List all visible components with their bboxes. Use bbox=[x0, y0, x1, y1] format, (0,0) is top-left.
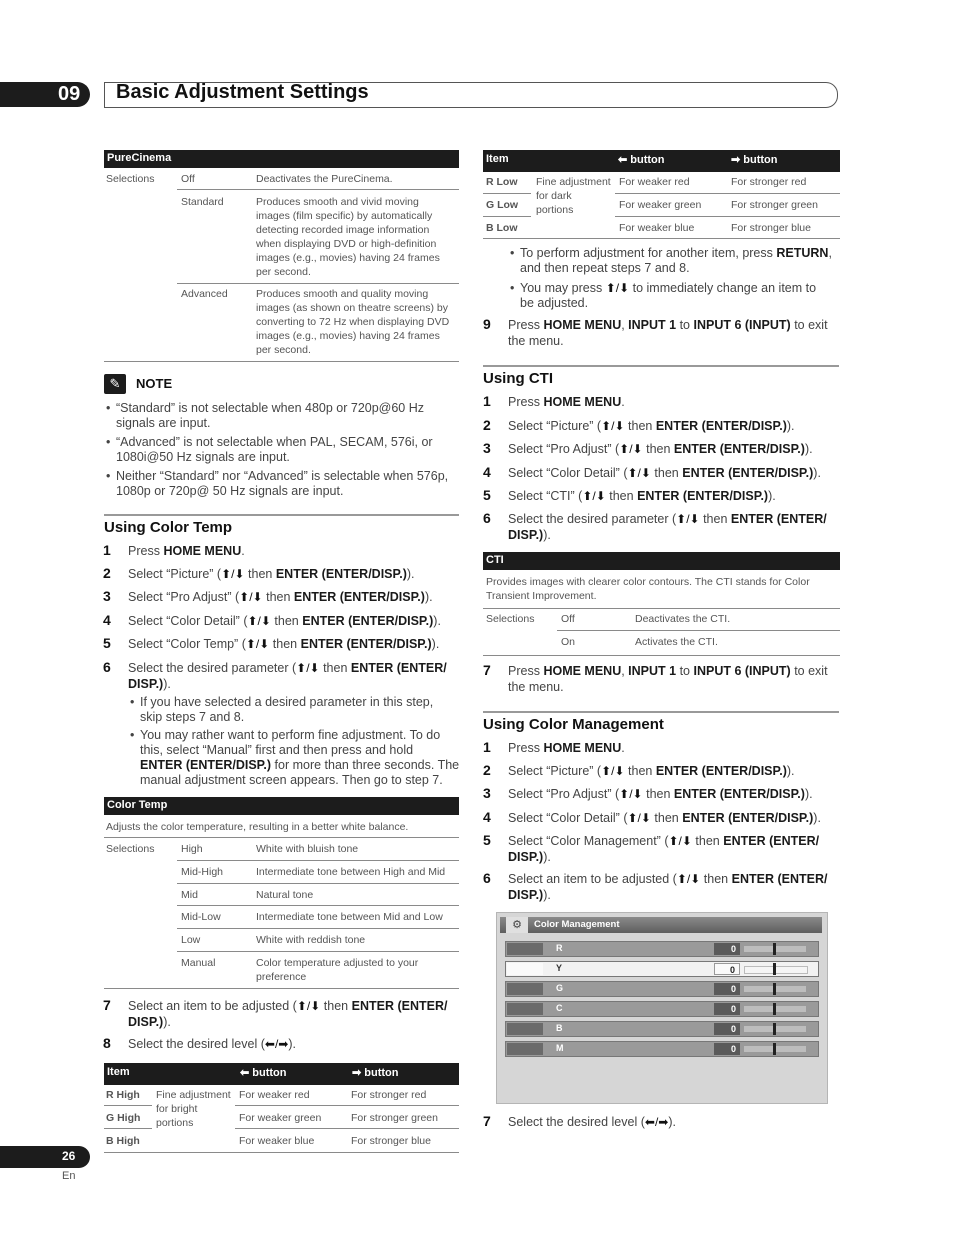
section-rule bbox=[483, 365, 839, 367]
cti-step-5: Select “CTI” (⬆/⬇ then ENTER (ENTER/DISP.)). bbox=[508, 489, 776, 503]
low-table-right: For stronger red bbox=[731, 176, 807, 188]
purecinema-off-desc: Deactivates the PureCinema. bbox=[256, 173, 393, 185]
color-temp-option-desc: White with reddish tone bbox=[256, 934, 366, 946]
cm-color-swatch bbox=[507, 963, 543, 975]
table-divider bbox=[177, 189, 459, 190]
table-divider bbox=[235, 1105, 459, 1106]
step-number: 3 bbox=[483, 785, 491, 801]
up-down-arrow-icon: ⬆/⬇ bbox=[601, 764, 625, 778]
tip-item: • You may rather want to perform fine adjustment. To do this, select “Manual” first and then press and hold ENTER (ENTER/DISP.) for more than three seconds. The manual adjustment screen appears. Then go to step 7. bbox=[130, 728, 460, 787]
cti-option-name: Off bbox=[561, 613, 575, 625]
color-temp-option-name: High bbox=[181, 843, 203, 855]
high-table-left: For weaker blue bbox=[239, 1135, 315, 1147]
up-down-arrow-icon: ⬆/⬇ bbox=[627, 466, 651, 480]
step-number: 5 bbox=[483, 832, 491, 848]
table-divider bbox=[557, 630, 840, 631]
low-table-right: For stronger blue bbox=[731, 222, 811, 234]
low-table-col-left: ⬅ button bbox=[618, 154, 665, 166]
cm-row-value: 0 bbox=[714, 983, 740, 995]
up-down-arrow-icon: ⬆/⬇ bbox=[296, 999, 321, 1013]
step-number: 9 bbox=[483, 316, 491, 332]
high-table-left: For weaker red bbox=[239, 1089, 310, 1101]
low-table-right: For stronger green bbox=[731, 199, 818, 211]
left-right-arrow-icon: ⬅/➡ bbox=[644, 1115, 669, 1129]
purecinema-table-header bbox=[104, 150, 459, 168]
step-9-exit-menu: Press HOME MENU, INPUT 1 to INPUT 6 (INPUT) to exit the menu. bbox=[508, 318, 828, 348]
step-number: 1 bbox=[483, 393, 491, 409]
low-table-left: For weaker blue bbox=[619, 222, 695, 234]
color-temp-table-title: Color Temp bbox=[107, 799, 168, 811]
cm-row-label: B bbox=[556, 1023, 563, 1033]
table-divider bbox=[177, 283, 459, 284]
cti-step-6: Select the desired parameter (⬆/⬇ then ENTER (ENTER/ DISP.)). bbox=[508, 512, 827, 542]
cti-selections-label: Selections bbox=[486, 613, 535, 625]
settings-gear-icon: ⚙ bbox=[506, 917, 528, 933]
color-temp-option-desc: Natural tone bbox=[256, 889, 314, 901]
purecinema-standard-name: Standard bbox=[181, 196, 224, 208]
page-number: 26 bbox=[62, 1149, 76, 1163]
color-temp-step-4: Select “Color Detail” (⬆/⬇ then ENTER (ENTER/DISP.)). bbox=[128, 614, 441, 628]
table-divider bbox=[104, 1105, 152, 1106]
low-table-col-right: ➡ button bbox=[731, 154, 778, 166]
color-temp-option-name: Mid bbox=[181, 889, 198, 901]
step-number: 6 bbox=[103, 659, 111, 675]
up-down-arrow-icon: ⬆/⬇ bbox=[296, 661, 320, 675]
high-table-header bbox=[104, 1063, 459, 1085]
section-rule bbox=[104, 514, 459, 516]
tip-item: • You may press ⬆/⬇ to immediately change an item to be adjusted. bbox=[510, 281, 817, 310]
note-item: • Neither “Standard” nor “Advanced” is selectable when 576p, 1080p or 720p@ 50 Hz signals are input. bbox=[106, 469, 449, 498]
color-temp-section-title: Using Color Temp bbox=[104, 519, 233, 536]
cm-slider-knob[interactable] bbox=[773, 983, 776, 995]
cm-row-value: 0 bbox=[714, 1023, 740, 1035]
step-number: 2 bbox=[483, 762, 491, 778]
color-temp-step-1: Press HOME MENU. bbox=[128, 544, 245, 558]
cm-row-label: Y bbox=[556, 963, 563, 973]
cm-slider-knob[interactable] bbox=[773, 1023, 776, 1035]
table-divider bbox=[177, 928, 459, 929]
step-number: 5 bbox=[483, 487, 491, 503]
cm-row-value: 0 bbox=[714, 963, 740, 975]
low-table-item: R Low bbox=[486, 176, 518, 188]
table-divider bbox=[235, 1128, 459, 1129]
high-table-right: For stronger red bbox=[351, 1089, 427, 1101]
up-down-arrow-icon: ⬆/⬇ bbox=[221, 567, 245, 581]
cm-color-swatch bbox=[507, 983, 543, 995]
high-table-right: For stronger blue bbox=[351, 1135, 431, 1147]
table-bottom-rule bbox=[104, 361, 459, 362]
up-down-arrow-icon: ⬆/⬇ bbox=[605, 281, 630, 295]
high-table-col-item: Item bbox=[107, 1066, 130, 1078]
table-divider bbox=[177, 905, 459, 906]
color-temp-option-name: Mid-Low bbox=[181, 911, 221, 923]
color-temp-step-5: Select “Color Temp” (⬆/⬇ then ENTER (ENTER/DISP.)). bbox=[128, 637, 440, 651]
cm-slider-track[interactable] bbox=[744, 966, 808, 974]
cm-slider-knob[interactable] bbox=[773, 1043, 776, 1055]
up-down-arrow-icon: ⬆/⬇ bbox=[627, 811, 651, 825]
cm-row-label: G bbox=[556, 983, 564, 993]
low-table-col-item: Item bbox=[486, 153, 509, 165]
high-table-left: For weaker green bbox=[239, 1112, 322, 1124]
cm-step-3: Select “Pro Adjust” (⬆/⬇ then ENTER (ENTER/DISP.)). bbox=[508, 787, 813, 801]
step-number: 6 bbox=[483, 510, 491, 526]
up-down-arrow-icon: ⬆/⬇ bbox=[619, 442, 643, 456]
table-divider bbox=[615, 193, 840, 194]
table-divider bbox=[483, 216, 531, 217]
color-temp-option-desc: Color temperature adjusted to your preference bbox=[256, 957, 419, 983]
step-number: 8 bbox=[103, 1035, 111, 1051]
cm-step-7: Select the desired level (⬅/➡). bbox=[508, 1115, 676, 1129]
table-divider bbox=[104, 837, 459, 838]
low-table-item: G Low bbox=[486, 199, 519, 211]
cm-slider-knob[interactable] bbox=[773, 1003, 776, 1015]
table-divider bbox=[177, 883, 459, 884]
cm-step-5: Select “Color Management” (⬆/⬇ then ENTER (ENTER/ DISP.)). bbox=[508, 834, 820, 864]
note-title: NOTE bbox=[136, 376, 173, 391]
purecinema-selections-label: Selections bbox=[106, 173, 155, 185]
purecinema-off-name: Off bbox=[181, 173, 195, 185]
cm-step-2: Select “Picture” (⬆/⬇ then ENTER (ENTER/DISP.)). bbox=[508, 764, 795, 778]
color-temp-option-desc: Intermediate tone between Mid and Low bbox=[256, 911, 443, 923]
color-temp-option-name: Manual bbox=[181, 957, 216, 969]
table-divider bbox=[104, 1128, 152, 1129]
high-table-note: Fine adjustment for bright portions bbox=[156, 1089, 231, 1129]
cti-step-3: Select “Pro Adjust” (⬆/⬇ then ENTER (ENTER/DISP.)). bbox=[508, 442, 813, 456]
high-table-right: For stronger green bbox=[351, 1112, 438, 1124]
up-down-arrow-icon: ⬆/⬇ bbox=[601, 419, 625, 433]
cm-row-value: 0 bbox=[714, 943, 740, 955]
color-temp-selections-label: Selections bbox=[106, 843, 155, 855]
up-down-arrow-icon: ⬆/⬇ bbox=[245, 637, 270, 651]
purecinema-standard-desc: Produces smooth and vivid moving images (film specific) by automatically detecting recorded image information when displaying DVD or high-definition images (e.g., movies) having 24 frames per second. bbox=[256, 196, 440, 278]
table-divider bbox=[177, 860, 459, 861]
cti-option-name: On bbox=[561, 636, 576, 648]
step-number: 2 bbox=[483, 417, 491, 433]
purecinema-advanced-name: Advanced bbox=[181, 288, 228, 300]
up-down-arrow-icon: ⬆/⬇ bbox=[668, 834, 692, 848]
high-table-item: G High bbox=[106, 1112, 141, 1124]
up-down-arrow-icon: ⬆/⬇ bbox=[582, 489, 606, 503]
low-table-tips bbox=[510, 246, 840, 311]
up-down-arrow-icon: ⬆/⬇ bbox=[676, 512, 700, 526]
step-number: 4 bbox=[483, 464, 491, 480]
step-number: 7 bbox=[483, 1113, 491, 1129]
cm-row-label: R bbox=[556, 943, 563, 953]
color-temp-tips bbox=[130, 695, 460, 788]
cm-row-value: 0 bbox=[714, 1043, 740, 1055]
high-table-item: B High bbox=[106, 1135, 140, 1147]
cti-step-1: Press HOME MENU. bbox=[508, 395, 625, 409]
cm-color-swatch bbox=[507, 1023, 543, 1035]
step-number: 3 bbox=[483, 440, 491, 456]
right-arrow-icon: ➡ bbox=[731, 154, 744, 166]
up-down-arrow-icon: ⬆/⬇ bbox=[619, 787, 643, 801]
note-item: • “Standard” is not selectable when 480p or 720p@60 Hz signals are input. bbox=[106, 401, 425, 430]
low-table-left: For weaker green bbox=[619, 199, 702, 211]
cm-row-label: C bbox=[556, 1003, 563, 1013]
purecinema-table-title: PureCinema bbox=[107, 152, 172, 164]
cm-slider-knob[interactable] bbox=[773, 963, 776, 975]
cm-section-title: Using Color Management bbox=[483, 716, 664, 733]
step-number: 1 bbox=[103, 542, 111, 558]
color-temp-option-name: Low bbox=[181, 934, 201, 946]
low-table-left: For weaker red bbox=[619, 176, 690, 188]
high-table-col-right: ➡ button bbox=[352, 1067, 399, 1079]
left-arrow-icon: ⬅ bbox=[240, 1067, 253, 1079]
cti-step-4: Select “Color Detail” (⬆/⬇ then ENTER (ENTER/DISP.)). bbox=[508, 466, 821, 480]
color-temp-step-8: Select the desired level (⬅/➡). bbox=[128, 1037, 296, 1051]
table-bottom-rule bbox=[104, 988, 459, 989]
chapter-number: 09 bbox=[58, 83, 81, 105]
page-language: En bbox=[62, 1170, 76, 1182]
cti-table-title: CTI bbox=[486, 554, 504, 566]
low-table-header bbox=[483, 150, 840, 172]
low-table-note: Fine adjustment for dark portions bbox=[536, 176, 611, 216]
cm-color-swatch bbox=[507, 943, 543, 955]
table-divider bbox=[615, 216, 840, 217]
low-table-item: B Low bbox=[486, 222, 518, 234]
cti-section-title: Using CTI bbox=[483, 370, 553, 387]
cm-slider-knob[interactable] bbox=[773, 943, 776, 955]
purecinema-advanced-desc: Produces smooth and quality moving images (as shown on theatre screens) by converting to 72 Hz when displaying DVD images (e.g., movies) having 24 frames per second. bbox=[256, 288, 450, 356]
tip-item: • To perform adjustment for another item, press RETURN, and then repeat steps 7 and 8. bbox=[510, 246, 832, 275]
step-number: 5 bbox=[103, 635, 111, 651]
cti-table-header bbox=[483, 552, 840, 570]
step-number: 7 bbox=[103, 997, 111, 1013]
color-temp-step-6: Select the desired parameter (⬆/⬇ then ENTER (ENTER/ DISP.)). bbox=[128, 661, 447, 691]
table-bottom-rule bbox=[483, 238, 840, 239]
cti-table-desc: Provides images with clearer color contours. The CTI stands for Color Transient Improvement. bbox=[486, 576, 810, 602]
cm-color-swatch bbox=[507, 1043, 543, 1055]
step-number: 4 bbox=[483, 809, 491, 825]
page-title: Basic Adjustment Settings bbox=[116, 81, 369, 103]
table-divider bbox=[483, 608, 840, 609]
note-pencil-icon: ✎ bbox=[104, 374, 126, 394]
color-temp-table-header bbox=[104, 797, 459, 815]
color-temp-option-name: Mid-High bbox=[181, 866, 224, 878]
tip-item: • If you have selected a desired parameter in this step, skip steps 7 and 8. bbox=[130, 695, 434, 724]
cm-step-1: Press HOME MENU. bbox=[508, 741, 625, 755]
step-number: 1 bbox=[483, 739, 491, 755]
high-table-item: R High bbox=[106, 1089, 140, 1101]
step-number: 7 bbox=[483, 662, 491, 678]
color-temp-step-7: Select an item to be adjusted (⬆/⬇ then ENTER (ENTER/ DISP.)). bbox=[128, 999, 448, 1029]
note-list bbox=[106, 401, 461, 499]
color-temp-table-desc: Adjusts the color temperature, resulting in a better white balance. bbox=[106, 821, 409, 833]
cti-option-desc: Activates the CTI. bbox=[635, 636, 718, 648]
section-rule bbox=[483, 711, 839, 713]
cm-row-value: 0 bbox=[714, 1003, 740, 1015]
cm-color-swatch bbox=[507, 1003, 543, 1015]
table-divider bbox=[177, 951, 459, 952]
left-right-arrow-icon: ⬅/➡ bbox=[264, 1037, 289, 1051]
up-down-arrow-icon: ⬆/⬇ bbox=[676, 872, 701, 886]
up-down-arrow-icon: ⬆/⬇ bbox=[247, 614, 271, 628]
color-temp-step-2: Select “Picture” (⬆/⬇ then ENTER (ENTER/DISP.)). bbox=[128, 567, 415, 581]
cm-screen-title: Color Management bbox=[534, 919, 620, 930]
left-arrow-icon: ⬅ bbox=[618, 154, 631, 166]
high-table-col-left: ⬅ button bbox=[240, 1067, 287, 1079]
note-item: • “Advanced” is not selectable when PAL, SECAM, 576i, or 1080i@50 Hz signals are input. bbox=[106, 435, 433, 464]
cm-step-4: Select “Color Detail” (⬆/⬇ then ENTER (ENTER/DISP.)). bbox=[508, 811, 821, 825]
step-number: 3 bbox=[103, 588, 111, 604]
step-number: 6 bbox=[483, 870, 491, 886]
cm-step-6: Select an item to be adjusted (⬆/⬇ then ENTER (ENTER/ DISP.)). bbox=[508, 872, 828, 902]
color-temp-step-3: Select “Pro Adjust” (⬆/⬇ then ENTER (ENTER/DISP.)). bbox=[128, 590, 433, 604]
color-temp-option-desc: Intermediate tone between High and Mid bbox=[256, 866, 446, 878]
color-temp-option-desc: White with bluish tone bbox=[256, 843, 359, 855]
page-number-tab bbox=[0, 1146, 90, 1168]
cm-row-label: M bbox=[556, 1043, 564, 1053]
cti-step-2: Select “Picture” (⬆/⬇ then ENTER (ENTER/DISP.)). bbox=[508, 419, 795, 433]
table-bottom-rule bbox=[104, 1152, 459, 1153]
table-bottom-rule bbox=[483, 655, 840, 656]
cti-option-desc: Deactivates the CTI. bbox=[635, 613, 731, 625]
right-arrow-icon: ➡ bbox=[352, 1067, 365, 1079]
up-down-arrow-icon: ⬆/⬇ bbox=[239, 590, 263, 604]
cti-step-7: Press HOME MENU, INPUT 1 to INPUT 6 (INPUT) to exit the menu. bbox=[508, 664, 828, 694]
step-number: 4 bbox=[103, 612, 111, 628]
step-number: 2 bbox=[103, 565, 111, 581]
table-divider bbox=[483, 193, 531, 194]
